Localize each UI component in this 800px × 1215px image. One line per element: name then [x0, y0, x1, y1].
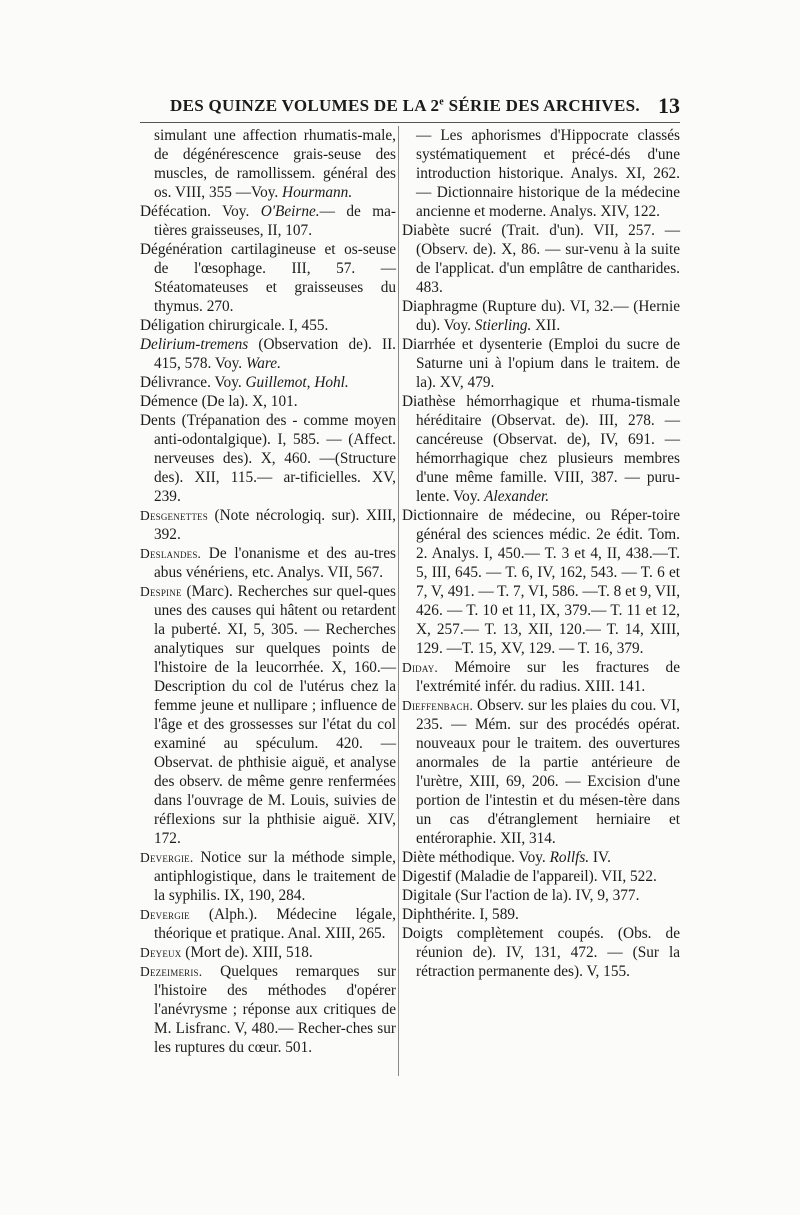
entry-text: (Observation de). II. 415, 578. Voy.	[154, 336, 396, 372]
entry-text: (Alph.). Médecine légale, théorique et pratique. Anal. XIII, 265.	[154, 906, 396, 942]
index-entry	[402, 867, 680, 886]
index-entry	[402, 848, 680, 867]
index-entry	[140, 335, 396, 373]
index-entry	[402, 221, 680, 297]
entry-italic-ref: Alexander.	[484, 488, 550, 505]
entry-text: Diarrhée et dysenterie (Emploi du sucre de Saturne uni à l'opium dans le traitem. de la). XV, 479.	[402, 336, 680, 391]
running-head	[140, 93, 680, 122]
entry-italic-ref: O'Beirne.	[260, 203, 320, 220]
entry-text: Dictionnaire de médecine, ou Réper-toire général des sciences médic. 2e édit. Tom. 2. Analys. I, 450.— T. 3 et 4, II, 438.—T. 5, III, 645. — T. 6, IV, 162, 543. — T. 6 et 7, V, 491. — T. 7, VI, 586. —T. 8 et 9, VII, 426. — T. 10 et 11, IX, 379.— T. 11 et 12, X, 257.— T. 13, XII, 120.— T. 14, XIII, 129. —T. 15, XV, 129. — T. 16, 379.	[402, 507, 681, 657]
entry-italic-ref: Guillemot, Hohl.	[245, 374, 349, 391]
entry-text: Défécation. Voy.	[140, 203, 261, 220]
entry-author: Devergie.	[140, 850, 194, 865]
entry-author: Dieffenbach.	[402, 698, 474, 713]
index-entry	[140, 202, 396, 240]
entry-author: Diday.	[402, 660, 438, 675]
entry-text: Dégénération cartilagineuse et os-seuse de l'œsophage. III, 57. — Stéatomateuses et graisseuses du thymus. 270.	[140, 241, 396, 315]
entry-text: Doigts complètement coupés. (Obs. de réunion de). IV, 131, 472. — (Sur la rétraction permanente des). V, 155.	[402, 925, 680, 980]
index-entry	[140, 582, 396, 848]
entry-italic-ref: Hourmann.	[282, 184, 353, 201]
entry-text: — Les aphorismes d'Hippocrate classés systématiquement et précé-dés d'une introduction historique. Analys. XI, 262. — Dictionnaire historique de la médecine ancienne et moderne. Analys. XIV, 122.	[416, 127, 680, 220]
entry-text: (Note nécrologiq. sur). XIII, 392.	[154, 507, 396, 543]
running-title-superscript: e	[439, 96, 445, 108]
index-entry	[140, 316, 396, 335]
index-entry	[140, 544, 396, 582]
entry-author: Devergie	[140, 907, 190, 922]
entry-author: Deyeux	[140, 945, 182, 960]
entry-text-tail: — de ma-tières graisseuses, II, 107.	[154, 203, 396, 239]
entry-text: De l'onanisme et des au-tres abus vénériens, etc. Analys. VII, 567.	[154, 545, 396, 581]
entry-text: Dents (Trépanation des - comme moyen anti-odontalgique). I, 585. — (Affect. nerveuses des). X, 460. —(Structure des). XII, 115.— ar-tificielles. XV, 239.	[140, 412, 396, 505]
index-entry	[402, 335, 680, 392]
index-entry	[140, 943, 396, 962]
index-entry	[402, 886, 680, 905]
entry-text: Notice sur la méthode simple, antiphlogistique, dans le traitement de la syphilis. IX, 190, 284.	[154, 849, 396, 904]
entry-text: Observ. sur les plaies du cou. VI, 235. — Mém. sur des procédés opérat. nouveaux pour le traitem. des ouvertures anormales de la partie antérieure de l'urètre, XIII, 69, 206. — Excision d'une portion de l'intestin et du mésen-tère dans un cas d'étranglement herniaire et entéroraphie. XII, 314.	[416, 697, 680, 847]
entry-text: (Mort de). XIII, 518.	[181, 944, 313, 961]
entry-text-tail: IV.	[589, 849, 611, 866]
index-entry	[140, 411, 396, 506]
index-entry	[402, 506, 680, 658]
entry-text: Déligation chirurgicale. I, 455.	[140, 317, 329, 334]
page-number: 13	[658, 93, 680, 118]
index-entry	[402, 297, 680, 335]
entry-text: Délivrance. Voy.	[140, 374, 246, 391]
entry-author: Despine	[140, 584, 182, 599]
header-rule	[140, 122, 680, 123]
entry-text: Digitale (Sur l'action de la). IV, 9, 377.	[402, 887, 640, 904]
entry-author: Deslandes.	[140, 546, 202, 561]
left-column	[140, 126, 396, 1057]
entry-text: Quelques remarques sur l'histoire des méthodes d'opérer l'anévrysme ; réponse aux critiques de M. Lisfranc. V, 480.— Recher-ches sur les ruptures du cœur. 501.	[154, 963, 396, 1056]
index-entry	[402, 905, 680, 924]
entry-text: simulant une affection rhumatis-male, de dégénérescence grais-seuse des muscles, de ramollissem. général des os. VIII, 355 —Voy.	[154, 127, 396, 201]
running-title	[170, 96, 640, 116]
index-entry	[402, 392, 680, 506]
entry-italic-ref: Rollfs.	[549, 849, 590, 866]
index-entry	[140, 373, 396, 392]
entry-text-tail: XII.	[531, 317, 561, 334]
index-entry	[140, 962, 396, 1057]
index-entry	[140, 392, 396, 411]
entry-italic-ref: Ware.	[245, 355, 281, 372]
entry-author: Desgenettes	[140, 508, 208, 523]
index-entry	[402, 696, 680, 848]
index-entry	[140, 848, 396, 905]
entry-text: Diète méthodique. Voy.	[402, 849, 550, 866]
index-entry	[140, 126, 396, 202]
entry-text: Diphthérite. I, 589.	[402, 906, 519, 923]
entry-text: Diaphragme (Rupture du). VI, 32.— (Hernie du). Voy.	[402, 298, 680, 334]
right-column	[402, 126, 680, 981]
entry-italic-lead: Delirium-tremens	[140, 336, 249, 353]
entry-text: Démence (De la). X, 101.	[140, 393, 298, 410]
index-entry	[140, 506, 396, 544]
running-title-part1: DES QUINZE VOLUMES DE LA 2	[170, 96, 440, 115]
entry-italic-ref: Stierling.	[474, 317, 532, 334]
index-entry	[140, 240, 396, 316]
index-entry	[402, 126, 680, 221]
entry-author: Dezeimeris.	[140, 964, 203, 979]
entry-text: Digestif (Maladie de l'appareil). VII, 522.	[402, 868, 657, 885]
entry-text: Diabète sucré (Trait. d'un). VII, 257. — (Observ. de). X, 86. — sur-venu à la suite de l'applicat. d'un emplâtre de cantharides. 483.	[402, 222, 680, 296]
index-entry	[140, 905, 396, 943]
running-title-part2: SÉRIE DES ARCHIVES.	[444, 96, 640, 115]
entry-text: Diathèse hémorrhagique et rhuma-tismale héréditaire (Observat. de). III, 278. — cancéreuse (Observat. de), IV, 691. — hémorrhagique chez plusieurs membres d'une même famille. VIII, 387. — puru-lente. Voy.	[402, 393, 680, 505]
entry-text: Mémoire sur les fractures de l'extrémité infér. du radius. XIII. 141.	[416, 659, 680, 695]
entry-text: (Marc). Recherches sur quel-ques unes des causes qui hâtent ou retardent la puberté. XI, 5, 305. — Recherches analytiques sur quelques points de l'histoire de la leucorrhée. X, 160.— Description du col de l'utérus chez la femme jeune et nullipare ; influence de l'âge et des grossesses sur l'état du col examiné au spéculum. 420. — Observat. de phthisie aiguë, et analyse des observ. de même genre renfermées dans l'ouvrage de M. Louis, suivies de réflexions sur la phthisie aiguë. XIV, 172.	[154, 583, 396, 847]
index-entry	[402, 924, 680, 981]
column-divider	[398, 126, 399, 1076]
index-entry	[402, 658, 680, 696]
